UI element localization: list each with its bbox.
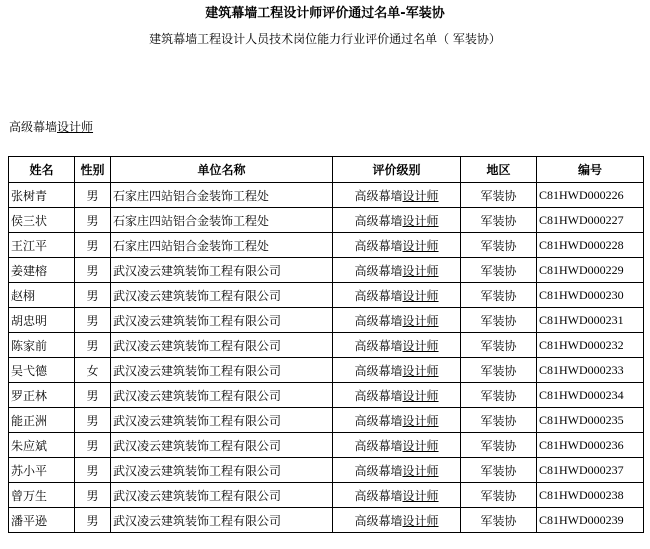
cell-region: 军装协 bbox=[461, 358, 537, 383]
cell-region: 军装协 bbox=[461, 333, 537, 358]
cell-level bbox=[333, 333, 461, 358]
cell-unit: 武汉凌云建筑装饰工程有限公司 bbox=[111, 458, 333, 483]
level-link[interactable]: 设计师 bbox=[402, 488, 439, 503]
table-row bbox=[9, 433, 644, 458]
level-prefix: 高级幕墙 bbox=[354, 513, 403, 528]
level-link[interactable]: 设计师 bbox=[402, 238, 439, 253]
cell-unit: 武汉凌云建筑装饰工程有限公司 bbox=[111, 408, 333, 433]
cell-gender: 男 bbox=[75, 383, 111, 408]
cell-code: C81HWD000229 bbox=[537, 258, 644, 283]
cell-name: 曾万生 bbox=[9, 483, 75, 508]
cell-gender: 男 bbox=[75, 233, 111, 258]
cell-region: 军装协 bbox=[461, 258, 537, 283]
cell-code: C81HWD000227 bbox=[537, 208, 644, 233]
level-link[interactable]: 设计师 bbox=[402, 388, 439, 403]
cell-gender: 男 bbox=[75, 333, 111, 358]
cell-region: 军装协 bbox=[461, 408, 537, 433]
cell-unit: 石家庄四站铝合金装饰工程处 bbox=[111, 183, 333, 208]
cell-name: 罗正林 bbox=[9, 383, 75, 408]
header-name: 姓名 bbox=[9, 157, 75, 183]
cell-code: C81HWD000228 bbox=[537, 233, 644, 258]
level-prefix: 高级幕墙 bbox=[354, 438, 403, 453]
cell-region: 军装协 bbox=[461, 483, 537, 508]
cell-name: 苏小平 bbox=[9, 458, 75, 483]
cell-unit: 武汉凌云建筑装饰工程有限公司 bbox=[111, 383, 333, 408]
level-link[interactable]: 设计师 bbox=[402, 263, 439, 278]
table-row bbox=[9, 333, 644, 358]
level-link[interactable]: 设计师 bbox=[402, 513, 439, 528]
cell-gender: 男 bbox=[75, 408, 111, 433]
cell-level bbox=[333, 383, 461, 408]
cell-unit: 石家庄四站铝合金装饰工程处 bbox=[111, 233, 333, 258]
cell-level bbox=[333, 458, 461, 483]
cell-unit: 武汉凌云建筑装饰工程有限公司 bbox=[111, 333, 333, 358]
cell-region: 军装协 bbox=[461, 433, 537, 458]
level-prefix: 高级幕墙 bbox=[354, 238, 403, 253]
cell-level bbox=[333, 358, 461, 383]
level-prefix: 高级幕墙 bbox=[354, 488, 403, 503]
table-row bbox=[9, 508, 644, 533]
cell-name: 能正洲 bbox=[9, 408, 75, 433]
cell-code: C81HWD000236 bbox=[537, 433, 644, 458]
level-link[interactable]: 设计师 bbox=[402, 188, 439, 203]
table-row bbox=[9, 208, 644, 233]
cell-level bbox=[333, 233, 461, 258]
cell-unit: 武汉凌云建筑装饰工程有限公司 bbox=[111, 283, 333, 308]
cell-name: 王江平 bbox=[9, 233, 75, 258]
table-body bbox=[9, 183, 644, 533]
level-prefix: 高级幕墙 bbox=[354, 338, 403, 353]
cell-code: C81HWD000231 bbox=[537, 308, 644, 333]
cell-code: C81HWD000233 bbox=[537, 358, 644, 383]
header-gender: 性别 bbox=[75, 157, 111, 183]
level-prefix: 高级幕墙 bbox=[354, 363, 403, 378]
cell-level bbox=[333, 258, 461, 283]
section-heading-prefix: 高级幕墙 bbox=[9, 120, 58, 134]
cell-name: 侯三状 bbox=[9, 208, 75, 233]
table-header-row bbox=[9, 157, 644, 183]
cell-level bbox=[333, 308, 461, 333]
level-prefix: 高级幕墙 bbox=[354, 188, 403, 203]
cell-unit: 武汉凌云建筑装饰工程有限公司 bbox=[111, 258, 333, 283]
level-link[interactable]: 设计师 bbox=[402, 413, 439, 428]
cell-region: 军装协 bbox=[461, 458, 537, 483]
table-row bbox=[9, 483, 644, 508]
cell-name: 潘平逊 bbox=[9, 508, 75, 533]
cell-code: C81HWD000235 bbox=[537, 408, 644, 433]
cell-unit: 武汉凌云建筑装饰工程有限公司 bbox=[111, 308, 333, 333]
level-prefix: 高级幕墙 bbox=[354, 213, 403, 228]
cell-unit: 武汉凌云建筑装饰工程有限公司 bbox=[111, 358, 333, 383]
level-link[interactable]: 设计师 bbox=[402, 313, 439, 328]
cell-code: C81HWD000226 bbox=[537, 183, 644, 208]
table-row bbox=[9, 233, 644, 258]
cell-name: 姜建榕 bbox=[9, 258, 75, 283]
evaluation-table bbox=[8, 156, 644, 533]
level-link[interactable]: 设计师 bbox=[402, 338, 439, 353]
cell-region: 军装协 bbox=[461, 233, 537, 258]
section-heading-link[interactable]: 设计师 bbox=[57, 120, 94, 134]
cell-region: 军装协 bbox=[461, 383, 537, 408]
cell-code: C81HWD000239 bbox=[537, 508, 644, 533]
section-heading bbox=[9, 118, 93, 135]
cell-unit: 石家庄四站铝合金装饰工程处 bbox=[111, 208, 333, 233]
cell-code: C81HWD000234 bbox=[537, 383, 644, 408]
level-link[interactable]: 设计师 bbox=[402, 438, 439, 453]
cell-unit: 武汉凌云建筑装饰工程有限公司 bbox=[111, 483, 333, 508]
page-title: 建筑幕墙工程设计师评价通过名单-军装协 bbox=[205, 6, 445, 21]
table-row bbox=[9, 283, 644, 308]
cell-gender: 男 bbox=[75, 433, 111, 458]
cell-name: 胡忠明 bbox=[9, 308, 75, 333]
cell-gender: 男 bbox=[75, 508, 111, 533]
page-subtitle: 建筑幕墙工程设计人员技术岗位能力行业评价通过名单（ 军装协） bbox=[149, 32, 501, 46]
level-prefix: 高级幕墙 bbox=[354, 463, 403, 478]
cell-gender: 男 bbox=[75, 183, 111, 208]
table-row bbox=[9, 183, 644, 208]
level-prefix: 高级幕墙 bbox=[354, 288, 403, 303]
table-row bbox=[9, 258, 644, 283]
cell-level bbox=[333, 283, 461, 308]
level-prefix: 高级幕墙 bbox=[354, 413, 403, 428]
cell-gender: 男 bbox=[75, 208, 111, 233]
cell-level bbox=[333, 408, 461, 433]
level-link[interactable]: 设计师 bbox=[402, 213, 439, 228]
table-row bbox=[9, 408, 644, 433]
cell-gender: 男 bbox=[75, 283, 111, 308]
cell-level bbox=[333, 508, 461, 533]
cell-code: C81HWD000238 bbox=[537, 483, 644, 508]
table-row bbox=[9, 308, 644, 333]
header-region: 地区 bbox=[461, 157, 537, 183]
cell-code: C81HWD000237 bbox=[537, 458, 644, 483]
cell-gender: 女 bbox=[75, 358, 111, 383]
cell-region: 军装协 bbox=[461, 183, 537, 208]
cell-region: 军装协 bbox=[461, 283, 537, 308]
cell-level bbox=[333, 433, 461, 458]
level-link[interactable]: 设计师 bbox=[402, 463, 439, 478]
level-link[interactable]: 设计师 bbox=[402, 288, 439, 303]
table-row bbox=[9, 458, 644, 483]
cell-gender: 男 bbox=[75, 308, 111, 333]
cell-name: 朱应斌 bbox=[9, 433, 75, 458]
header-unit: 单位名称 bbox=[111, 157, 333, 183]
cell-region: 军装协 bbox=[461, 308, 537, 333]
cell-level bbox=[333, 208, 461, 233]
cell-gender: 男 bbox=[75, 258, 111, 283]
cell-level bbox=[333, 183, 461, 208]
cell-name: 吴弋德 bbox=[9, 358, 75, 383]
cell-region: 军装协 bbox=[461, 208, 537, 233]
cell-name: 张树青 bbox=[9, 183, 75, 208]
cell-unit: 武汉凌云建筑装饰工程有限公司 bbox=[111, 433, 333, 458]
cell-code: C81HWD000230 bbox=[537, 283, 644, 308]
cell-unit: 武汉凌云建筑装饰工程有限公司 bbox=[111, 508, 333, 533]
cell-name: 赵栩 bbox=[9, 283, 75, 308]
level-prefix: 高级幕墙 bbox=[354, 263, 403, 278]
table-row bbox=[9, 358, 644, 383]
level-link[interactable]: 设计师 bbox=[402, 363, 439, 378]
header-code: 编号 bbox=[537, 157, 644, 183]
cell-region: 军装协 bbox=[461, 508, 537, 533]
table-row bbox=[9, 383, 644, 408]
header-level: 评价级别 bbox=[333, 157, 461, 183]
cell-gender: 男 bbox=[75, 483, 111, 508]
level-prefix: 高级幕墙 bbox=[354, 388, 403, 403]
cell-name: 陈家前 bbox=[9, 333, 75, 358]
cell-gender: 男 bbox=[75, 458, 111, 483]
level-prefix: 高级幕墙 bbox=[354, 313, 403, 328]
cell-level bbox=[333, 483, 461, 508]
cell-code: C81HWD000232 bbox=[537, 333, 644, 358]
